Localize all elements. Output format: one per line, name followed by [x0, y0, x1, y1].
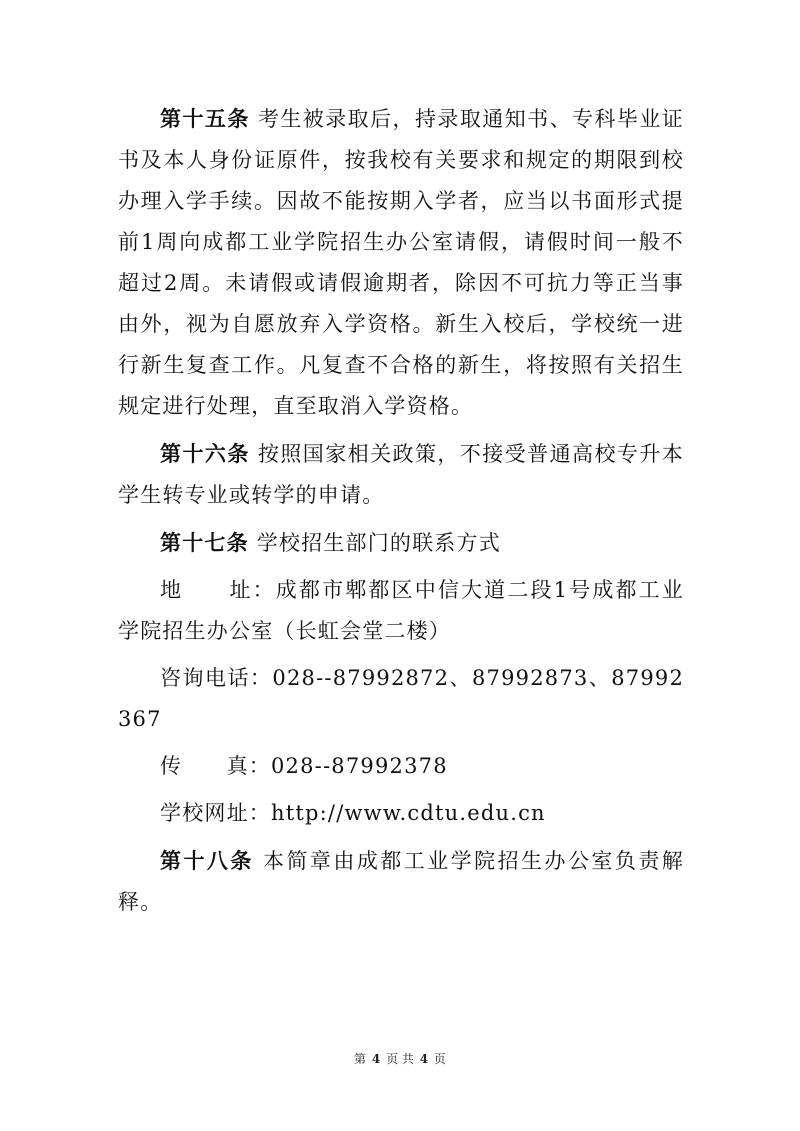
- footer-middle: 页 共: [386, 1052, 414, 1066]
- document-body: [118, 98, 684, 923]
- footer-current-page: 4: [371, 1052, 381, 1066]
- article-18-text: 本简章由成都工业学院招生办公室负责解释。: [118, 849, 684, 914]
- address-label: 地 址：: [160, 578, 276, 602]
- phone-label: 咨询电话：: [160, 666, 273, 690]
- phone-value: 028--87992872、87992873、87992367: [118, 666, 685, 731]
- article-16-text: 按照国家相关政策，不接受普通高校专升本学生转专业或转学的申请。: [118, 442, 684, 507]
- footer-total-pages: 4: [419, 1052, 429, 1066]
- contact-address: [118, 570, 684, 652]
- contact-fax: [118, 746, 684, 787]
- website-link[interactable]: http://www.cdtu.edu.cn: [271, 801, 546, 825]
- fax-label: 传 真：: [160, 754, 271, 778]
- contact-phone: [118, 658, 684, 740]
- article-17-text: 学校招生部门的联系方式: [256, 531, 501, 555]
- article-15-heading: 第十五条: [160, 106, 250, 131]
- article-16-heading: 第十六条: [160, 441, 250, 466]
- article-15-text: 考生被录取后，持录取通知书、专科毕业证书及本人身份证原件，按我校有关要求和规定的期限到校办理入学手续。因故不能按期入学者，应当以书面形式提前1周向成都工业学院招生办公室请假，请假时间一般不超过2周。未请假或请假逾期者，除因不可抗力等正当事由外，视为自愿放弃入学资格。新生入校后，学校统一进行新生复查工作。凡复查不合格的新生，将按照有关招生规定进行处理，直至取消入学资格。: [118, 107, 684, 418]
- fax-value: 028--87992378: [271, 754, 448, 778]
- article-15: [118, 98, 684, 427]
- contact-website: [118, 793, 684, 834]
- article-17: [118, 522, 684, 564]
- footer-suffix: 页: [433, 1052, 446, 1066]
- article-17-heading: 第十七条: [160, 530, 249, 555]
- article-18-heading: 第十八条: [160, 848, 254, 873]
- article-16: [118, 433, 684, 516]
- address-value: 成都市郫都区中信大道二段1号成都工业学院招生办公室（长虹会堂二楼）: [118, 578, 684, 643]
- page-footer: [0, 1051, 800, 1067]
- footer-prefix: 第: [354, 1052, 367, 1066]
- article-18: [118, 840, 684, 923]
- website-label: 学校网址：: [160, 801, 271, 825]
